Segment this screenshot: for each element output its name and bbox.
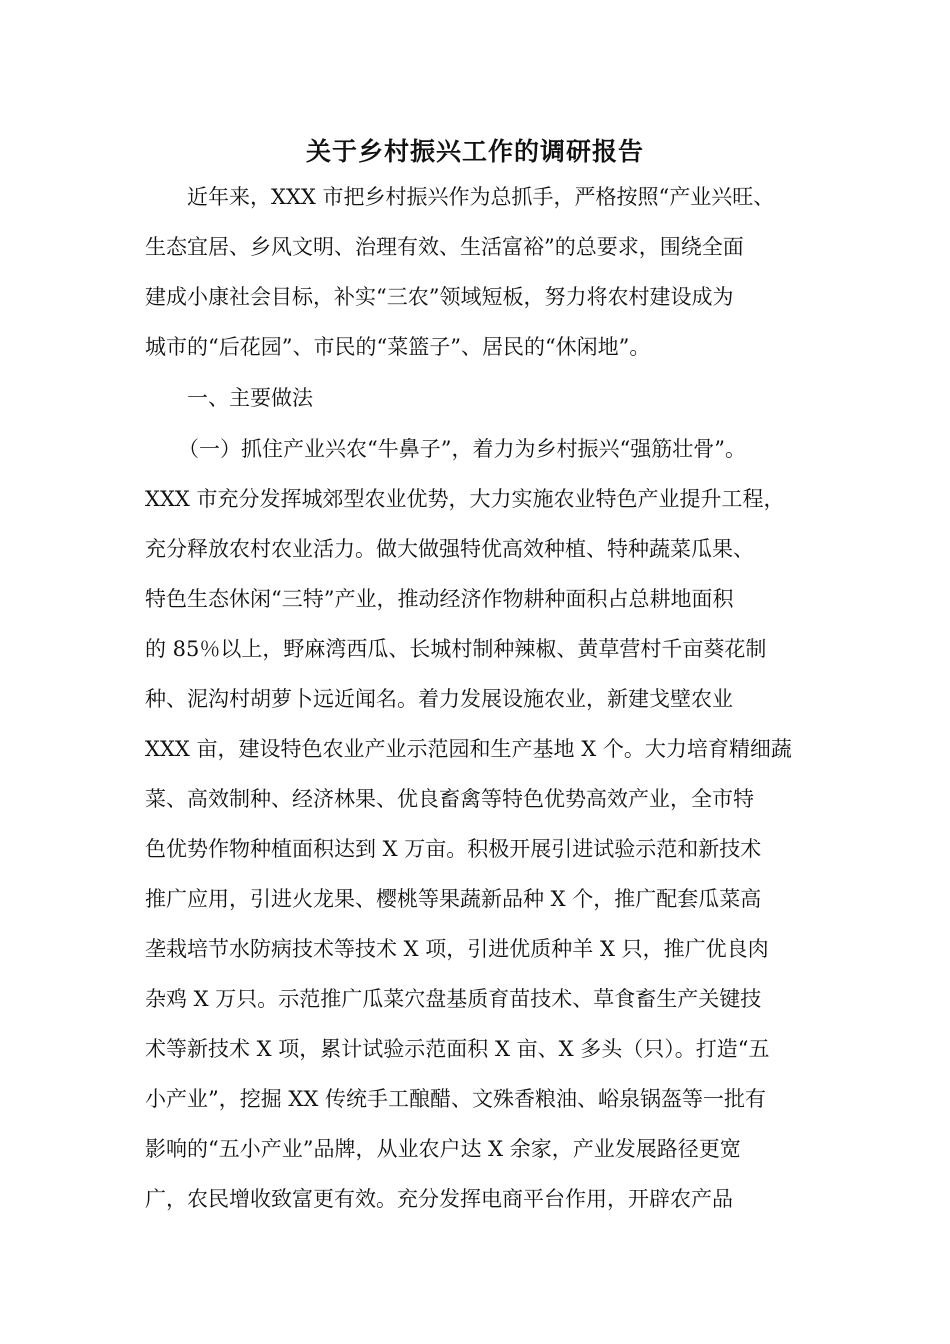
paragraph-2-line-14: 影响的“五小产业”品牌，从业农户达 X 余家，产业发展路径更宽 [145, 1137, 741, 1161]
paragraph-2-line-10: 垄栽培节水防病技术等技术 X 项，引进优质种羊 X 只，推广优良肉 [145, 937, 769, 961]
paragraph-2-line-12: 术等新技术 X 项，累计试验示范面积 X 亩、X 多头（只）。打造“五 [145, 1037, 770, 1061]
paragraph-2-line-15: 广，农民增收致富更有效。充分发挥电商平台作用，开辟农产品 [145, 1187, 733, 1211]
paragraph-1-line-4: 城市的“后花园”、市民的“菜篮子”、居民的“休闲地”。 [145, 335, 651, 359]
paragraph-1-line-1: 近年来，XXX 市把乡村振兴作为总抓手，严格按照“产业兴旺、 [187, 185, 775, 209]
paragraph-1-line-3: 建成小康社会目标，补实“三农”领域短板，努力将农村建设成为 [145, 285, 734, 309]
paragraph-2-line-5: 种、泥沟村胡萝卜远近闻名。着力发展设施农业，新建戈壁农业 [145, 687, 733, 711]
paragraph-1-line-2: 生态宜居、乡风文明、治理有效、生活富裕”的总要求，围绕全面 [145, 235, 744, 259]
paragraph-2-line-8: 色优势作物种植面积达到 X 万亩。积极开展引进试验示范和新技术 [145, 837, 762, 861]
paragraph-2-line-11: 杂鸡 X 万只。示范推广瓜菜穴盘基质育苗技术、草食畜生产关键技 [145, 987, 762, 1011]
section-heading-1: 一、主要做法 [187, 386, 313, 410]
paragraph-2-line-6: XXX 亩，建设特色农业产业示范园和生产基地 X 个。大力培育精细蔬 [145, 737, 792, 761]
paragraph-2-line-2: 充分释放农村农业活力。做大做强特优高效种植、特种蔬菜瓜果、 [145, 537, 754, 561]
paragraph-2-line-13: 小产业”，挖掘 XX 传统手工酿醋、文殊香粮油、峪泉锅盔等一批有 [145, 1087, 766, 1111]
paragraph-2-line-9: 推广应用，引进火龙果、樱桃等果蔬新品种 X 个，推广配套瓜菜高 [145, 887, 762, 911]
paragraph-2-line-4: 的 85％以上，野麻湾西瓜、长城村制种辣椒、黄草营村千亩葵花制 [145, 637, 767, 661]
document-title: 关于乡村振兴工作的调研报告 [305, 137, 644, 166]
paragraph-2-line-1: XXX 市充分发挥城郊型农业优势，大力实施农业特色产业提升工程， [145, 487, 785, 511]
subsection-heading-1: （一）抓住产业兴农“牛鼻子”，着力为乡村振兴“强筋壮骨”。 [178, 437, 746, 461]
paragraph-2-line-7: 菜、高效制种、经济林果、优良畜禽等特色优势高效产业，全市特 [145, 787, 754, 811]
paragraph-2-line-3: 特色生态休闲“三特”产业，推动经济作物耕种面积占总耕地面积 [145, 587, 734, 611]
